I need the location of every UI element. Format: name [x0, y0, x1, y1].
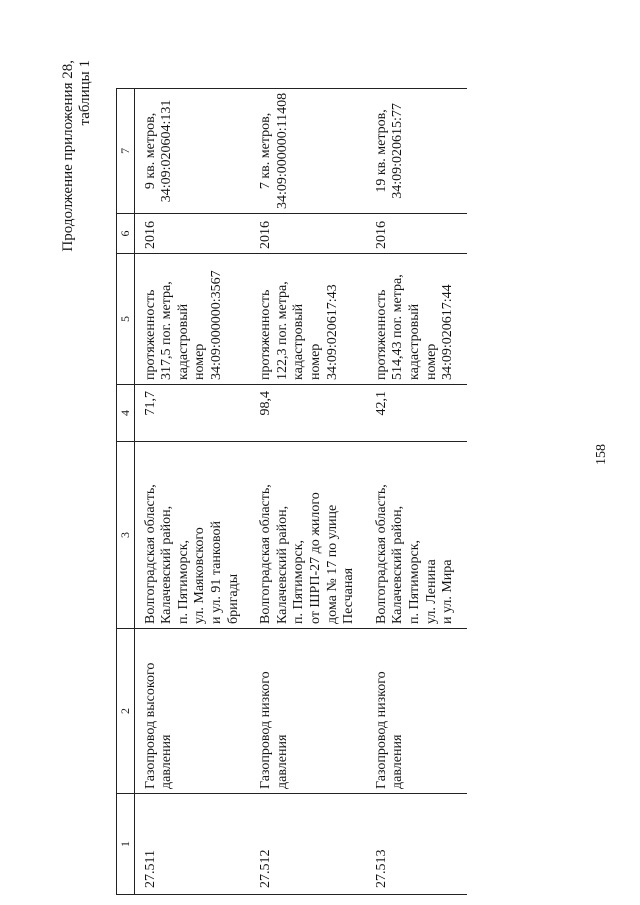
object-description-line: кадастровый — [291, 303, 307, 380]
land-plot-note-line: 9 кв. метров, — [142, 112, 158, 190]
object-description-line: 122,3 пог. метра, — [274, 281, 290, 380]
object-description-line: 317,5 пог. метра, — [159, 281, 175, 380]
row-number: 27.511 — [134, 794, 252, 895]
object-name — [368, 629, 467, 794]
land-plot-note — [252, 88, 368, 213]
object-address-line: от ШРП-27 до жилого — [307, 492, 323, 624]
object-address-line: п. Пятиморск, — [406, 539, 422, 624]
object-description-line: протяженность — [373, 289, 389, 380]
object-address — [252, 442, 368, 629]
header-col-4: 4 — [117, 385, 135, 442]
land-plot-note-line: 7 кв. метров, — [258, 112, 274, 190]
table-row — [368, 88, 467, 894]
object-address-line: ул. Маяковского — [192, 527, 208, 624]
object-description-line: кадастровый — [406, 303, 422, 380]
land-plot-note-line: 34:09:020604:131 — [159, 99, 175, 203]
object-address-line: п. Пятиморск, — [175, 539, 191, 624]
registry-table — [116, 88, 467, 895]
header-col-1: 1 — [117, 794, 135, 895]
object-name-line: давления — [159, 734, 175, 789]
land-plot-note-line: 34:09:020615:77 — [390, 103, 406, 199]
object-description-line: 34:09:020617:44 — [440, 284, 456, 380]
object-address-line: дома № 17 по улице — [324, 504, 340, 624]
object-name — [252, 629, 368, 794]
object-description — [134, 254, 252, 385]
object-address-line: Калачевский район, — [159, 505, 175, 624]
row-number: 27.513 — [368, 794, 467, 895]
object-address-line: ул. Ленина — [423, 559, 439, 624]
row-number: 27.512 — [252, 794, 368, 895]
object-address — [134, 442, 252, 629]
object-description-line: 514,43 пог. метра, — [390, 274, 406, 380]
object-length: 42,1 — [368, 385, 467, 442]
land-plot-note-line: 34:09:000000:11408 — [274, 92, 290, 209]
header-col-6: 6 — [117, 214, 135, 254]
land-plot-note — [368, 88, 467, 213]
object-address-line: Песчаная — [341, 567, 357, 624]
object-address-line: Волгоградская область, — [373, 484, 389, 624]
object-name-line: давления — [274, 734, 290, 789]
object-description — [252, 254, 368, 385]
object-address-line: Калачевский район, — [274, 505, 290, 624]
page-number: 158 — [594, 444, 609, 465]
object-address-line: Волгоградская область, — [142, 484, 158, 624]
object-description-line: протяженность — [258, 289, 274, 380]
object-name — [134, 629, 252, 794]
object-description-line: протяженность — [142, 289, 158, 380]
object-address-line: бригады — [225, 573, 241, 624]
object-length: 98,4 — [252, 385, 368, 442]
header-row — [117, 88, 135, 894]
object-year: 2016 — [134, 214, 252, 254]
header-col-2: 2 — [117, 629, 135, 794]
object-address-line: п. Пятиморск, — [291, 539, 307, 624]
object-address-line: Волгоградская область, — [258, 484, 274, 624]
header-col-5: 5 — [117, 254, 135, 385]
object-description-line: кадастровый — [175, 303, 191, 380]
table-row — [134, 88, 252, 894]
object-year: 2016 — [368, 214, 467, 254]
object-name-line: Газопровод низкого — [373, 671, 389, 789]
object-name-line: Газопровод низкого — [258, 671, 274, 789]
object-address — [368, 442, 467, 629]
object-length: 71,7 — [134, 385, 252, 442]
object-address-line: Калачевский район, — [390, 505, 406, 624]
header-col-3: 3 — [117, 442, 135, 629]
object-year: 2016 — [252, 214, 368, 254]
object-description-line: номер — [192, 343, 208, 380]
object-address-line: и ул. 91 танковой — [208, 521, 224, 624]
object-description-line: 34:09:000000:3567 — [208, 270, 224, 380]
table-header — [117, 88, 135, 894]
land-plot-note-line: 19 кв. метров, — [373, 109, 389, 193]
object-name-line: давления — [390, 734, 406, 789]
object-name-line: Газопровод высокого — [142, 662, 158, 789]
object-description-line: 34:09:020617:43 — [324, 284, 340, 380]
object-description-line: номер — [307, 343, 323, 380]
land-plot-note — [134, 88, 252, 213]
continuation-line-1: Продолжение приложения 28, — [60, 60, 76, 252]
object-description — [368, 254, 467, 385]
continuation-line-2: таблицы 1 — [77, 60, 93, 126]
table-body — [134, 88, 467, 894]
continuation-caption — [60, 60, 94, 252]
object-description-line: номер — [423, 343, 439, 380]
object-address-line: и ул. Мира — [440, 559, 456, 624]
header-col-7: 7 — [117, 88, 135, 213]
table-row — [252, 88, 368, 894]
